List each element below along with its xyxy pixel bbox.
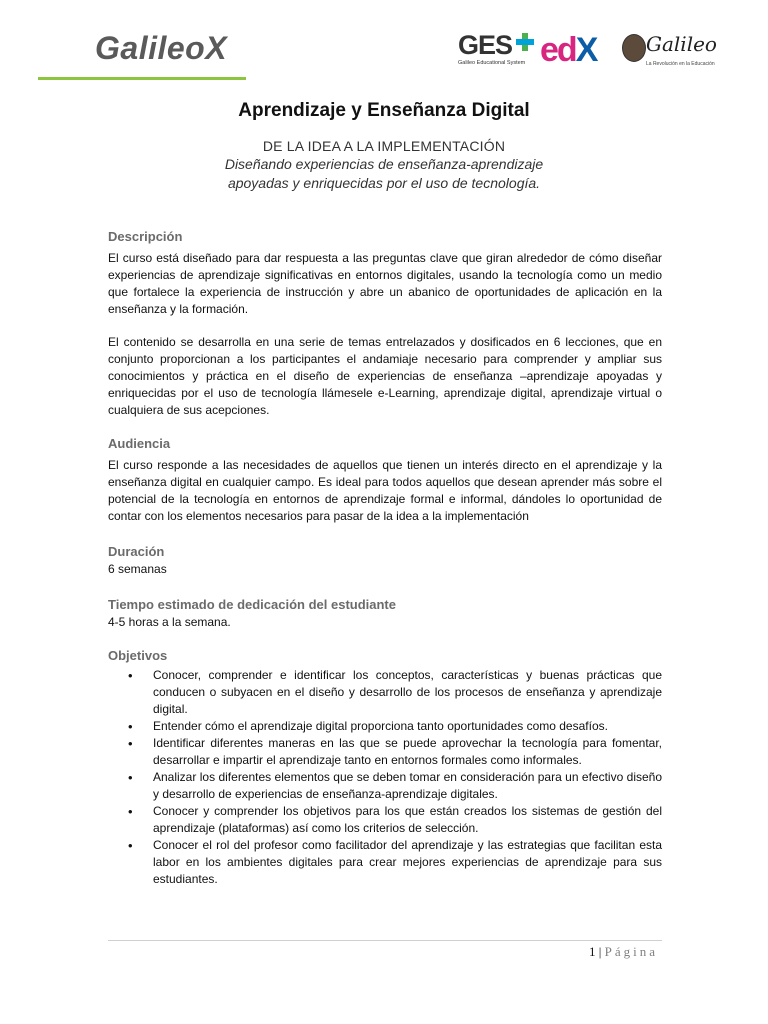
galileo-logo-subtitle: La Revolución en la Educación	[646, 61, 715, 67]
descripcion-paragraph-2: El contenido se desarrolla en una serie de temas entrelazados y dosificados en 6 lecciones, que en conjunto proporcionan a los participantes el andamiaje necesario para comprender y ampliar sus conocimientos y práctica en el diseño de experiencias de enseñanza –aprendizaje apoyadas y enriquecidas por el uso de tecnología llámesele e-Learning, aprendizaje digital, aprendizaje virtual o cualquiera de sus acepciones.	[108, 335, 662, 417]
list-item: • Analizar los diferentes elementos que se deben tomar en consideración para un efectivo diseño y desarrollo de experiencias de enseñanza-aprendizaje digitales.	[108, 769, 662, 803]
list-item: • Conocer el rol del profesor como facilitador del aprendizaje y las estrategias que facilitan esta labor en los ambientes digitales para crear mejores experiencias de aprendizaje para sus estudiantes.	[108, 837, 662, 888]
section-heading-descripcion: Descripción	[108, 229, 183, 244]
partner-logos	[456, 30, 717, 74]
page-separator: |	[598, 944, 602, 959]
section-heading-duracion: Duración	[108, 544, 165, 559]
document-subtitle: DE LA IDEA A LA IMPLEMENTACIÓN	[262, 138, 506, 154]
plus-icon	[516, 33, 534, 51]
audiencia-paragraph: El curso responde a las necesidades de aquellos que tienen un interés directo en el aprendizaje y la enseñanza digital en cualquier campo. Es ideal para todos aquellos que desean aprender más sobre el potencial de la tecnología en entornos de aprendizaje formal e informal, dándoles lo oportunidad de contar con los elementos necesarios para pasar de la idea a la implementación	[108, 458, 662, 523]
tiempo-value: 4-5 horas a la semana.	[108, 615, 231, 629]
list-item: • Conocer y comprender los objetivos para los que están creados los sistemas de gestión del aprendizaje (plataformas) así como los criterios de selección.	[108, 803, 662, 837]
descripcion-paragraph-1: El curso está diseñado para dar respuesta a las preguntas clave que giran alrededor de cómo diseñar experiencias de aprendizaje significativas en entornos digitales, usando la tecnología como un medio que fortalece la experiencia de instrucción y abre un abanico de oportunidades de aplicación en la enseñanza y la formación.	[108, 251, 662, 316]
section-heading-audiencia: Audiencia	[108, 436, 171, 451]
edx-logo-ed: ed	[540, 31, 576, 69]
tagline-line-1: Diseñando experiencias de enseñanza-aprendizaje	[224, 156, 544, 172]
document-tagline	[0, 155, 768, 193]
galileo-seal-icon	[622, 34, 646, 62]
galileox-logo: GalileoX	[95, 30, 228, 66]
list-item: • Conocer, comprender e identificar los conceptos, características y buenas prácticas que conducen o subyacen en el diseño y desarrollo de los procesos de enseñanza y aprendizaje digital.	[108, 667, 662, 718]
page-label: Página	[604, 944, 658, 959]
objetivos-list	[108, 667, 662, 888]
list-item: • Identificar diferentes maneras en las que se puede aprovechar la tecnología para fomentar, desarrollar e impartir el aprendizaje tanto en entornos formales como informales.	[108, 735, 662, 769]
edx-logo-x: X	[575, 31, 597, 69]
universidad-galileo-logo	[622, 30, 717, 74]
list-item: • Entender cómo el aprendizaje digital proporciona tanto oportunidades como desafíos.	[108, 718, 662, 735]
page-footer	[420, 944, 658, 960]
galileo-logo-script: Galileo	[646, 32, 717, 56]
footer-rule	[108, 940, 662, 941]
section-heading-objetivos: Objetivos	[108, 648, 168, 663]
page-header	[0, 0, 768, 90]
section-heading-tiempo: Tiempo estimado de dedicación del estudiante	[108, 597, 396, 612]
ges-logo-subtitle: Galileo Educational System	[458, 60, 526, 66]
document-body	[108, 228, 662, 888]
header-accent-rule	[38, 77, 246, 80]
ges-logo-text: GES	[458, 30, 513, 60]
ges-logo	[456, 30, 540, 74]
page-number: 1	[589, 944, 596, 959]
tagline-line-2: apoyadas y enriquecidas por el uso de tecnología.	[227, 175, 541, 191]
document-title: Aprendizaje y Enseñanza Digital	[238, 100, 530, 121]
duracion-value: 6 semanas	[108, 562, 167, 576]
edx-logo	[540, 31, 596, 70]
